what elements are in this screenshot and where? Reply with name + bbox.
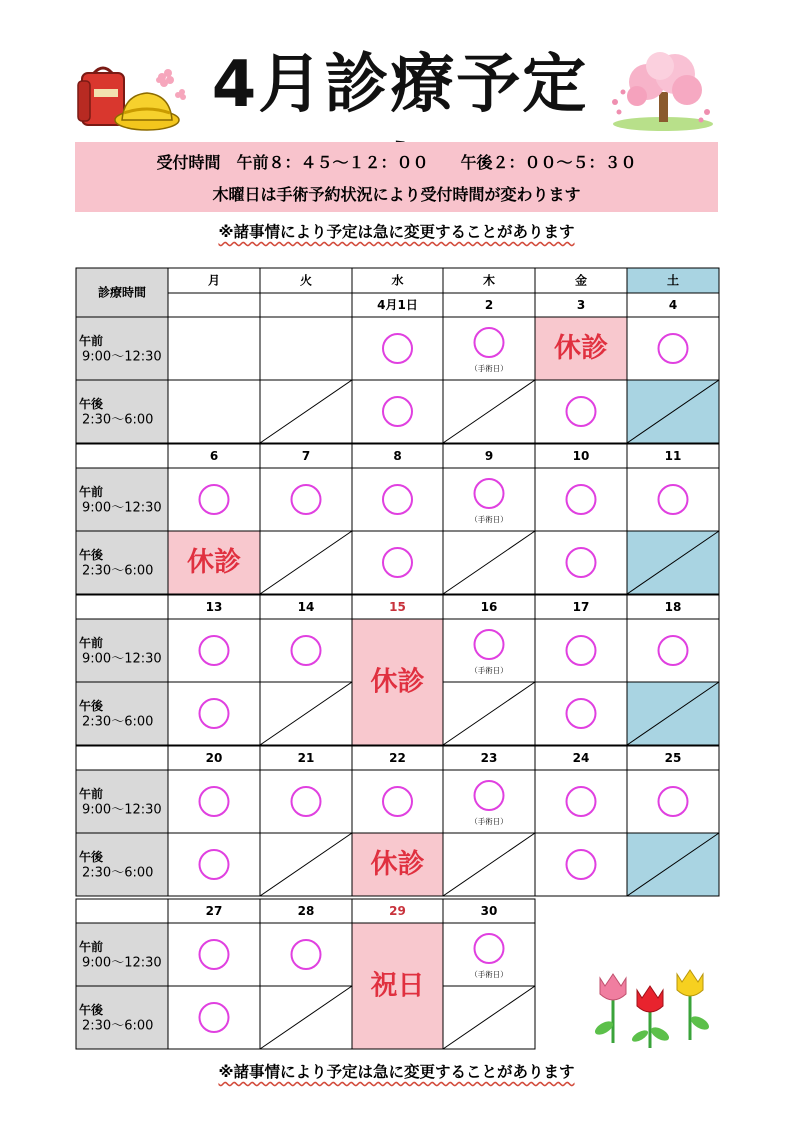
reception-hours-text: 受付時間 午前８：４５～１２：００ 午後２：００～５：３０ — [156, 153, 637, 172]
date-label: 18 — [664, 600, 682, 614]
pm-session-label-cell — [76, 531, 168, 594]
date-label: 6 — [209, 449, 219, 463]
date-label: 7 — [301, 449, 311, 463]
session-cell — [535, 531, 627, 594]
date-label: 13 — [205, 600, 223, 614]
session-cell — [627, 619, 719, 682]
date-label: 9 — [484, 449, 494, 463]
date-row-label-cell — [76, 899, 168, 923]
session-cell — [627, 468, 719, 531]
pm-label: 午後 — [79, 548, 104, 562]
am-label: 午前 — [79, 940, 104, 954]
date-label: 30 — [480, 904, 498, 918]
date-label: 14 — [297, 600, 315, 614]
pm-time: 2:30～6:00 — [82, 1018, 154, 1034]
session-cell — [260, 923, 352, 986]
tulip-icon — [677, 970, 711, 1040]
date-label: 24 — [572, 751, 590, 765]
am-time: 9:00～12:30 — [82, 802, 162, 818]
closed-label: 休診 — [187, 547, 241, 578]
tulips-illustration — [588, 968, 713, 1050]
session-cell — [168, 317, 260, 380]
session-cell — [168, 380, 260, 443]
corner-label: 診療時間 — [97, 285, 147, 300]
schedule-change-notice-top: ※諸事情により予定は急に変更することがあります — [218, 223, 575, 241]
session-cell — [535, 770, 627, 833]
date-label: 10 — [572, 449, 590, 463]
session-cell — [168, 682, 260, 745]
date-label: 22 — [389, 751, 406, 765]
weekday-header-4: 金 — [574, 273, 588, 288]
am-time: 9:00～12:30 — [82, 500, 162, 516]
surgery-day-label: （手術日） — [470, 364, 508, 373]
surgery-day-label: （手術日） — [470, 970, 508, 979]
am-label: 午前 — [79, 485, 104, 499]
session-cell — [260, 770, 352, 833]
pm-session-label-cell — [76, 986, 168, 1049]
am-session-label-cell — [76, 770, 168, 833]
pm-session-label-cell — [76, 833, 168, 896]
am-time: 9:00～12:30 — [82, 955, 162, 971]
pm-label: 午後 — [79, 1003, 104, 1017]
date-label: 3 — [576, 298, 586, 312]
session-cell — [535, 833, 627, 896]
session-cell — [168, 986, 260, 1049]
am-session-label-cell — [76, 619, 168, 682]
date-label: 20 — [205, 751, 223, 765]
session-cell — [352, 531, 443, 594]
weekday-header-3: 木 — [482, 273, 496, 288]
session-cell — [168, 923, 260, 986]
weekday-header-2: 水 — [391, 273, 404, 288]
date-label: 27 — [205, 904, 223, 918]
am-label: 午前 — [79, 787, 104, 801]
weekday-header-5: 土 — [666, 273, 680, 288]
session-cell — [535, 468, 627, 531]
page-title: 4月診療予定 — [211, 48, 589, 122]
date-label: 17 — [572, 600, 590, 614]
pm-time: 2:30～6:00 — [82, 714, 154, 730]
session-cell — [168, 770, 260, 833]
session-cell — [627, 317, 719, 380]
pm-time: 2:30～6:00 — [82, 412, 154, 428]
date-row-label-cell — [76, 746, 168, 770]
session-cell — [535, 619, 627, 682]
session-cell — [168, 833, 260, 896]
date-cell — [260, 293, 352, 317]
session-cell — [535, 380, 627, 443]
date-label: 15 — [389, 600, 406, 614]
am-session-label-cell — [76, 923, 168, 986]
closed-label: 休診 — [370, 666, 425, 698]
am-label: 午前 — [79, 636, 104, 650]
session-cell — [352, 770, 443, 833]
session-cell — [260, 468, 352, 531]
pm-session-label-cell — [76, 682, 168, 745]
session-cell — [627, 770, 719, 833]
date-label: 25 — [664, 751, 682, 765]
am-session-label-cell — [76, 468, 168, 531]
date-label: 2 — [484, 298, 494, 312]
session-cell — [260, 619, 352, 682]
session-cell — [168, 468, 260, 531]
tulip-icon — [630, 986, 671, 1048]
am-time: 9:00～12:30 — [82, 349, 162, 365]
date-label: 29 — [389, 904, 406, 918]
weekday-header-0: 月 — [207, 273, 221, 288]
closed-label: 休診 — [554, 333, 608, 364]
date-label: 4月1日 — [377, 298, 418, 312]
weekday-header-1: 火 — [299, 273, 313, 288]
date-label: 21 — [297, 751, 315, 765]
date-label: 8 — [393, 449, 402, 463]
surgery-day-label: （手術日） — [470, 666, 508, 675]
session-cell — [352, 468, 443, 531]
pm-time: 2:30～6:00 — [82, 563, 154, 579]
session-cell — [535, 682, 627, 745]
date-label: 28 — [297, 904, 315, 918]
date-label: 16 — [480, 600, 498, 614]
pm-session-label-cell — [76, 380, 168, 443]
date-row-label-cell — [76, 444, 168, 468]
schedule-change-notice-bottom: ※諸事情により予定は急に変更することがあります — [218, 1063, 575, 1081]
date-label: 23 — [480, 751, 498, 765]
thursday-note-text: 木曜日は手術予約状況により受付時間が変わります — [212, 185, 581, 204]
closed-label: 祝日 — [370, 970, 425, 1002]
pm-label: 午後 — [79, 699, 104, 713]
surgery-day-label: （手術日） — [470, 515, 508, 524]
closed-label: 休診 — [370, 849, 425, 880]
session-cell — [168, 619, 260, 682]
tulip-icon — [593, 974, 626, 1043]
session-cell — [260, 317, 352, 380]
session-cell — [352, 380, 443, 443]
date-label: 11 — [664, 449, 682, 463]
date-cell — [168, 293, 260, 317]
session-cell — [352, 317, 443, 380]
am-time: 9:00～12:30 — [82, 651, 162, 667]
pm-label: 午後 — [79, 850, 104, 864]
date-row-label-cell — [76, 595, 168, 619]
surgery-day-label: （手術日） — [470, 817, 508, 826]
date-label: 4 — [668, 298, 678, 312]
pm-time: 2:30～6:00 — [82, 865, 154, 881]
pm-label: 午後 — [79, 397, 104, 411]
am-session-label-cell — [76, 317, 168, 380]
am-label: 午前 — [79, 334, 104, 348]
